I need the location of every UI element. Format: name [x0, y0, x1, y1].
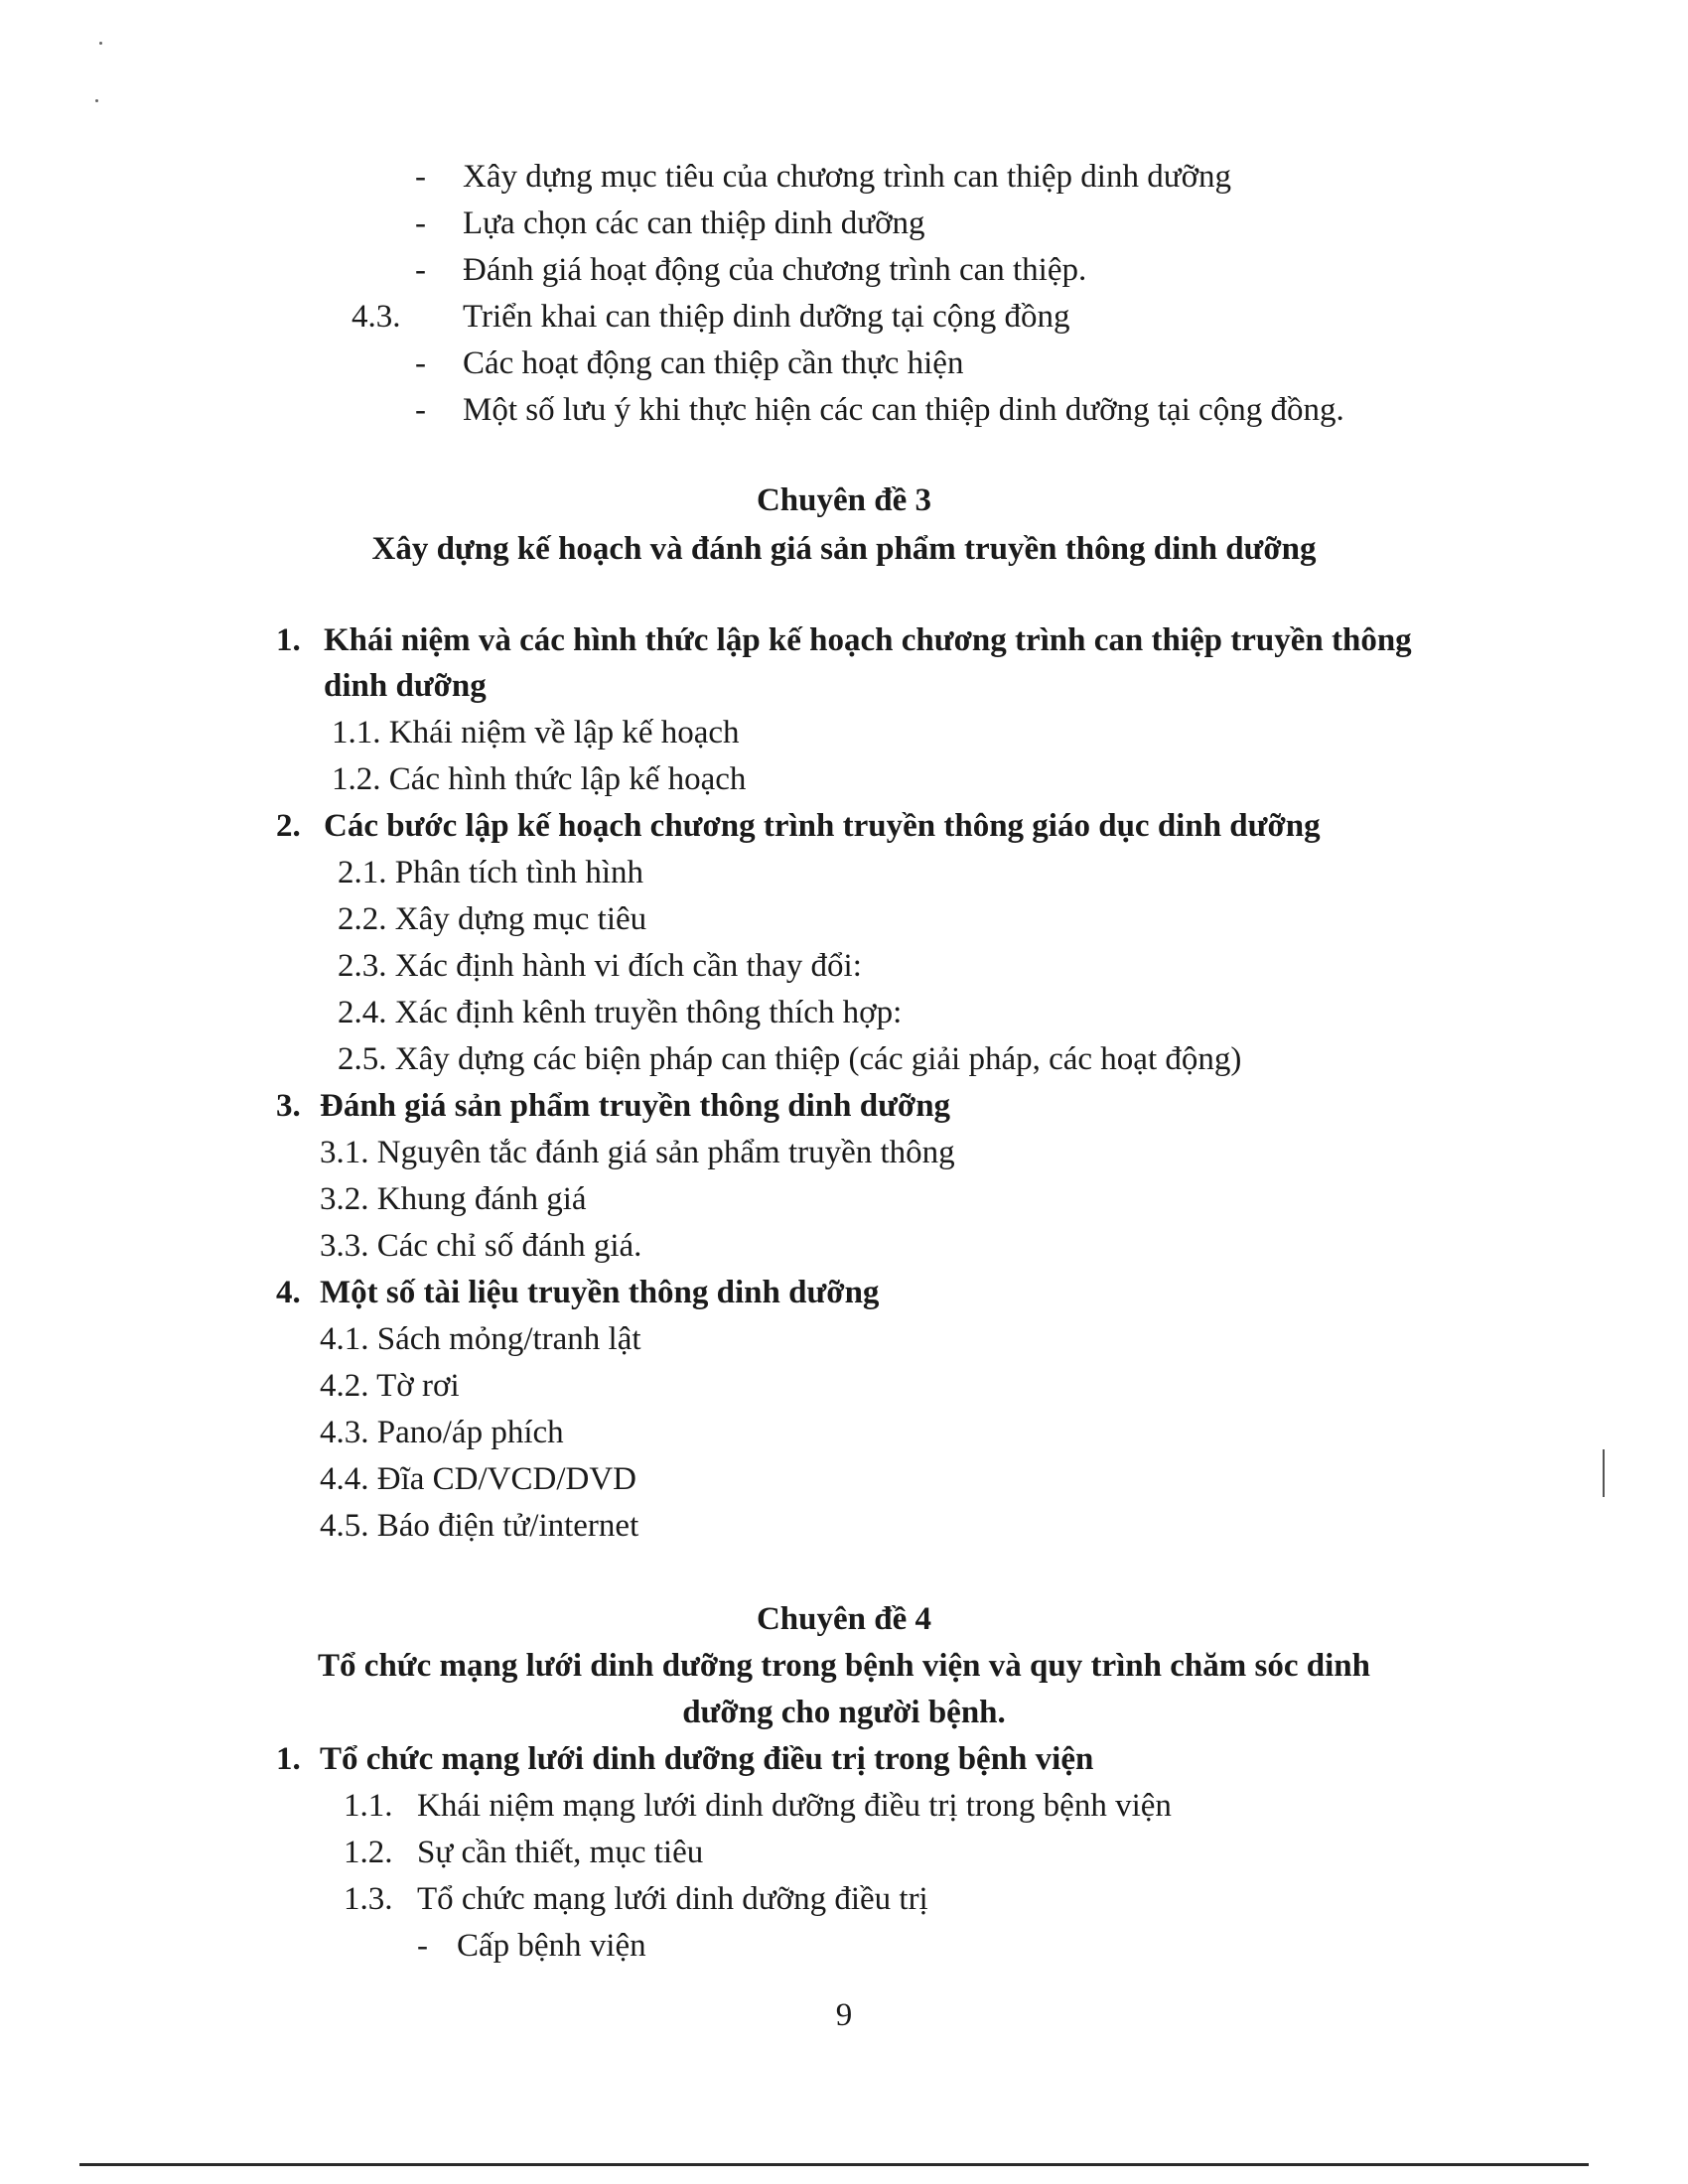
- subsection-number: 4.3.: [352, 299, 401, 335]
- list-dash: -: [415, 252, 426, 288]
- scan-speck: [95, 99, 98, 102]
- subsection-item: 3.3. Các chỉ số đánh giá.: [320, 1228, 642, 1264]
- topic-title-cont: dưỡng cho người bệnh.: [682, 1695, 1006, 1730]
- subsection-item: 4.1. Sách mỏng/tranh lật: [320, 1321, 641, 1357]
- scan-mark: [1603, 1449, 1605, 1497]
- topic-title: Xây dựng kế hoạch và đánh giá sản phẩm truyền thông dinh dưỡng: [371, 531, 1317, 567]
- section-title: Một số tài liệu truyền thông dinh dưỡng: [320, 1275, 880, 1310]
- list-dash: -: [415, 205, 426, 241]
- section-title: Đánh giá sản phẩm truyền thông dinh dưỡng: [320, 1088, 951, 1124]
- section-title: Khái niệm và các hình thức lập kế hoạch chương trình can thiệp truyền thông: [324, 622, 1412, 658]
- section-number: 4.: [276, 1275, 301, 1310]
- list-item: Lựa chọn các can thiệp dinh dưỡng: [463, 205, 925, 241]
- subsection-item: Tổ chức mạng lưới dinh dưỡng điều trị: [417, 1881, 928, 1917]
- subsection-item: 4.3. Pano/áp phích: [320, 1415, 564, 1450]
- subsection-item: 1.1. Khái niệm về lập kế hoạch: [332, 715, 740, 751]
- section-title: Tổ chức mạng lưới dinh dưỡng điều trị trong bệnh viện: [320, 1741, 1094, 1777]
- topic-title: Tổ chức mạng lưới dinh dưỡng trong bệnh viện và quy trình chăm sóc dinh: [318, 1648, 1370, 1684]
- subsection-item: 4.4. Đĩa CD/VCD/DVD: [320, 1461, 636, 1497]
- topic-label: Chuyên đề 4: [756, 1601, 932, 1637]
- subsection-number: 1.2.: [344, 1835, 393, 1870]
- section-title: Các bước lập kế hoạch chương trình truyền thông giáo dục dinh dưỡng: [324, 808, 1321, 844]
- section-number: 2.: [276, 808, 301, 844]
- list-item: Các hoạt động can thiệp cần thực hiện: [463, 345, 964, 381]
- list-dash: -: [417, 1928, 428, 1964]
- subsection-item: 2.2. Xây dựng mục tiêu: [338, 901, 647, 937]
- list-dash: -: [415, 392, 426, 428]
- list-item: Cấp bệnh viện: [457, 1928, 646, 1964]
- subsection-number: 1.3.: [344, 1881, 393, 1917]
- list-item: Xây dựng mục tiêu của chương trình can thiệp dinh dưỡng: [463, 159, 1232, 195]
- list-dash: -: [415, 345, 426, 381]
- bottom-border-line: [79, 2163, 1589, 2166]
- subsection-item: 2.3. Xác định hành vi đích cần thay đổi:: [338, 948, 862, 984]
- subsection-item: 3.1. Nguyên tắc đánh giá sản phẩm truyền thông: [320, 1135, 955, 1170]
- subsection-item: 2.1. Phân tích tình hình: [338, 855, 643, 890]
- subsection-title: Triển khai can thiệp dinh dưỡng tại cộng đồng: [463, 299, 1070, 335]
- section-title-cont: dinh dưỡng: [324, 668, 487, 704]
- scan-speck: [99, 42, 102, 45]
- subsection-item: 3.2. Khung đánh giá: [320, 1181, 587, 1217]
- section-number: 1.: [276, 1741, 301, 1777]
- subsection-item: 1.2. Các hình thức lập kế hoạch: [332, 761, 747, 797]
- section-number: 1.: [276, 622, 301, 658]
- subsection-item: 2.5. Xây dựng các biện pháp can thiệp (các giải pháp, các hoạt động): [338, 1041, 1242, 1077]
- section-number: 3.: [276, 1088, 301, 1124]
- subsection-number: 1.1.: [344, 1788, 393, 1824]
- subsection-item: 4.2. Tờ rơi: [320, 1368, 460, 1404]
- subsection-item: Khái niệm mạng lưới dinh dưỡng điều trị trong bệnh viện: [417, 1788, 1172, 1824]
- list-item: Một số lưu ý khi thực hiện các can thiệp dinh dưỡng tại cộng đồng.: [463, 392, 1344, 428]
- subsection-item: 4.5. Báo điện tử/internet: [320, 1508, 639, 1544]
- list-item: Đánh giá hoạt động của chương trình can thiệp.: [463, 252, 1087, 288]
- page-number: 9: [835, 1997, 853, 2033]
- list-dash: -: [415, 159, 426, 195]
- subsection-item: Sự cần thiết, mục tiêu: [417, 1835, 704, 1870]
- topic-label: Chuyên đề 3: [756, 482, 932, 518]
- subsection-item: 2.4. Xác định kênh truyền thông thích hợp:: [338, 995, 903, 1030]
